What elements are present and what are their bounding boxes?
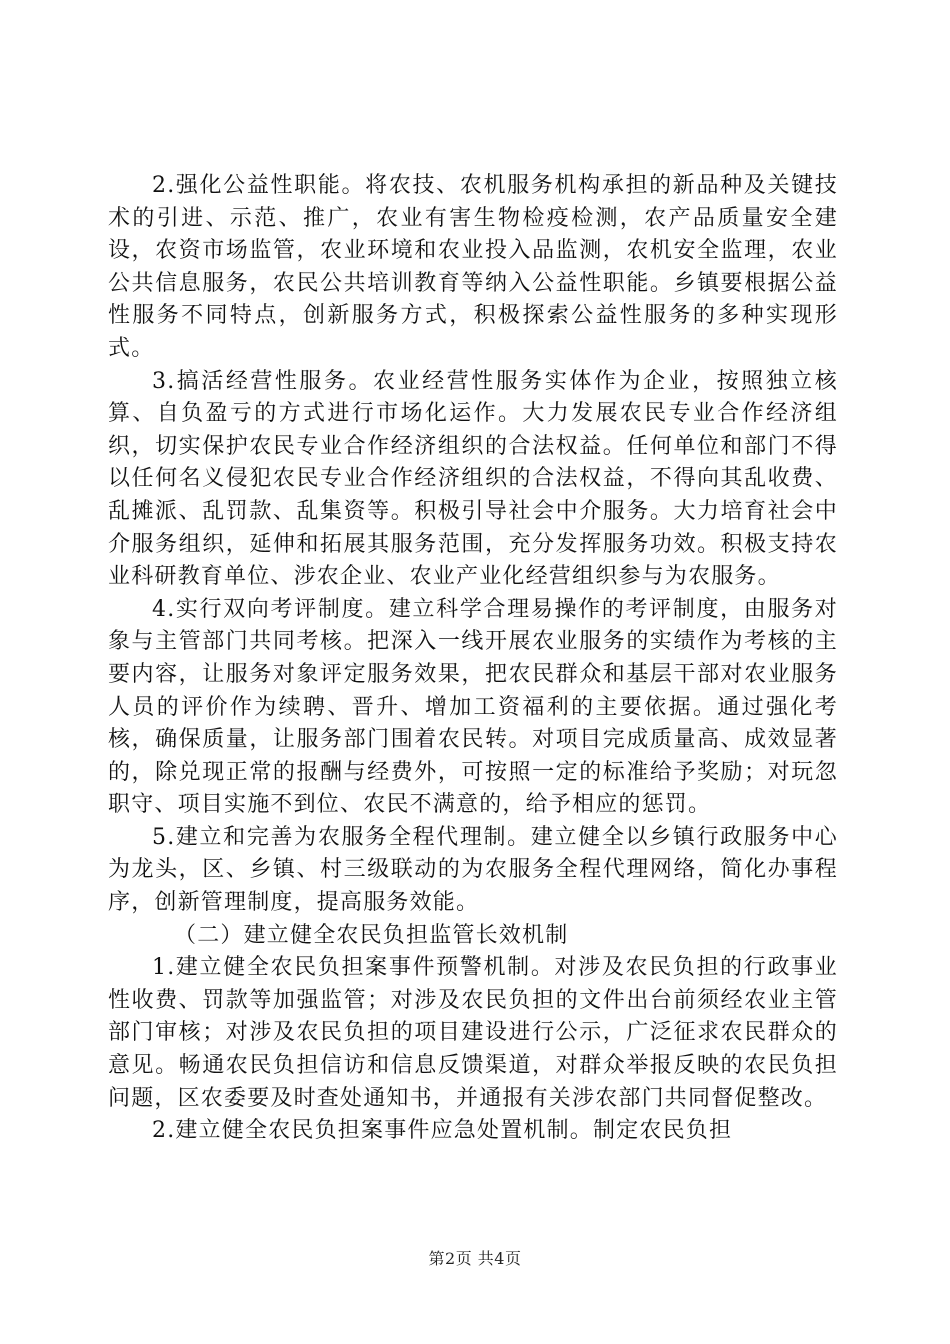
paragraph: 5.建立和完善为农服务全程代理制。建立健全以乡镇行政服务中心为龙头，区、乡镇、村三级联动的为农服务全程代理网络，简化办事程序，创新管理制度，提高服务效能。: [108, 824, 838, 916]
paragraph: 4.实行双向考评制度。建立科学合理易操作的考评制度，由服务对象与主管部门共同考核。把深入一线开展农业服务的实绩作为考核的主要内容，让服务对象评定服务效果，把农民群众和基层干部对农业服务人员的评价作为续聘、晋升、增加工资福利的主要依据。通过强化考核，确保质量，让服务部门围着农民转。对项目完成质量高、成效显著的，除兑现正常的报酬与经费外，可按照一定的标准给予奖励；对玩忽职守、项目实施不到位、农民不满意的，给予相应的惩罚。: [108, 596, 838, 818]
document-body: [108, 170, 838, 1148]
paragraph: 2.强化公益性职能。将农技、农机服务机构承担的新品种及关键技术的引进、示范、推广，农业有害生物检疫检测，农产品质量安全建设，农资市场监管，农业环境和农业投入品监测，农机安全监理，农业公共信息服务，农民公共培训教育等纳入公益性职能。乡镇要根据公益性服务不同特点，创新服务方式，积极探索公益性服务的多种实现形式。: [108, 173, 838, 361]
paragraph: 1.建立健全农民负担案事件预警机制。对涉及农民负担的行政事业性收费、罚款等加强监管；对涉及农民负担的文件出台前须经农业主管部门审核；对涉及农民负担的项目建设进行公示，广泛征求农民群众的意见。畅通农民负担信访和信息反馈渠道，对群众举报反映的农民负担问题，区农委要及时查处通知书，并通报有关涉农部门共同督促整改。: [108, 955, 838, 1111]
page-number-footer: 第2页 共4页: [428, 1249, 522, 1268]
paragraph: 3.搞活经营性服务。农业经营性服务实体作为企业，按照独立核算、自负盈亏的方式进行市场化运作。大力发展农民专业合作经济组织，切实保护农民专业合作经济组织的合法权益。任何单位和部门不得以任何名义侵犯农民专业合作经济组织的合法权益，不得向其乱收费、乱摊派、乱罚款、乱集资等。积极引导社会中介服务。大力培育社会中介服务组织，延伸和拓展其服务范围，充分发挥服务功效。积极支持农业科研教育单位、涉农企业、农业产业化经营组织参与为农服务。: [108, 368, 838, 590]
paragraph: 2.建立健全农民负担案事件应急处置机制。制定农民负担: [152, 1118, 733, 1144]
section-heading: （二）建立健全农民负担监管长效机制: [174, 922, 569, 948]
